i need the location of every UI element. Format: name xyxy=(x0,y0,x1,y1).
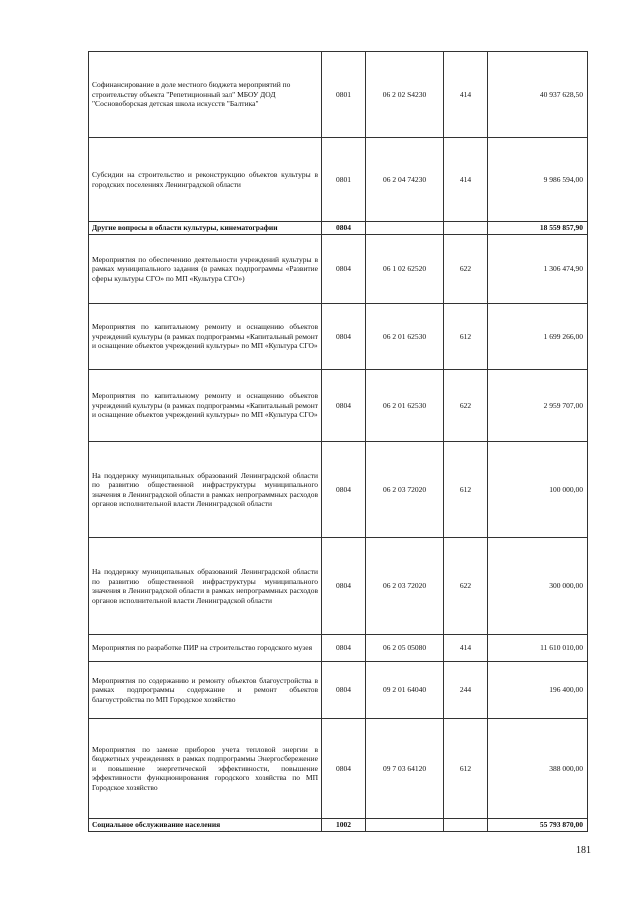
row-amount: 196 400,00 xyxy=(488,662,588,719)
row-code: 06 1 02 62520 xyxy=(366,235,444,304)
row-amount: 55 793 870,00 xyxy=(488,819,588,832)
row-amount: 2 959 707,00 xyxy=(488,370,588,442)
row-kind: 622 xyxy=(444,370,488,442)
table-row xyxy=(89,662,588,719)
row-amount: 11 610 010,00 xyxy=(488,635,588,662)
row-code: 06 2 03 72020 xyxy=(366,538,444,635)
row-amount: 1 306 474,90 xyxy=(488,235,588,304)
row-code: 09 2 01 64040 xyxy=(366,662,444,719)
row-amount: 40 937 628,50 xyxy=(488,52,588,138)
row-code: 06 2 03 72020 xyxy=(366,442,444,538)
row-section: 0804 xyxy=(322,222,366,235)
row-section: 0804 xyxy=(322,662,366,719)
table-row xyxy=(89,222,588,235)
row-name: Софинансирование в доле местного бюджета мероприятий по строительству объекта "Репетиционный зал" МБОУ ДОД "Сосновоборская детская школа искусств "Балтика" xyxy=(89,52,322,138)
row-section: 0804 xyxy=(322,235,366,304)
row-kind: 612 xyxy=(444,304,488,370)
row-code: 06 2 01 62530 xyxy=(366,370,444,442)
budget-table xyxy=(88,51,588,832)
row-name: Мероприятия по капитальному ремонту и оснащению объектов учреждений культуры (в рамках подпрограммы «Капитальный ремонт и оснащение объектов учреждений культуры» по МП «Культура СГО» xyxy=(89,304,322,370)
row-name: На поддержку муниципальных образований Ленинградской области по развитию общественной инфраструктуры муниципального значения в Ленинградской области в рамках непрограммных расходов органов исполнительной власти Ленинградской области xyxy=(89,442,322,538)
row-kind: 414 xyxy=(444,52,488,138)
row-code xyxy=(366,222,444,235)
row-kind: 414 xyxy=(444,635,488,662)
row-name: Другие вопросы в области культуры, кинематографии xyxy=(89,222,322,235)
row-amount: 9 986 594,00 xyxy=(488,138,588,222)
row-code: 06 2 02 S4230 xyxy=(366,52,444,138)
row-kind xyxy=(444,819,488,832)
row-section: 0801 xyxy=(322,138,366,222)
row-code: 06 2 01 62530 xyxy=(366,304,444,370)
page-number: 181 xyxy=(576,845,591,856)
row-code: 06 2 04 74230 xyxy=(366,138,444,222)
row-amount: 100 000,00 xyxy=(488,442,588,538)
row-name: Социальное обслуживание населения xyxy=(89,819,322,832)
row-name: Мероприятия по разработке ПИР на строительство городского музея xyxy=(89,635,322,662)
row-kind: 612 xyxy=(444,442,488,538)
table-row xyxy=(89,719,588,819)
table-row xyxy=(89,370,588,442)
row-amount: 300 000,00 xyxy=(488,538,588,635)
row-kind: 244 xyxy=(444,662,488,719)
table-row xyxy=(89,538,588,635)
row-section: 0804 xyxy=(322,719,366,819)
row-name: Мероприятия по замене приборов учета тепловой энергии в бюджетных учреждениях в рамках подпрограммы Энергосбережение и повышение энергетической эффективности, повышение эффективности функционирования городского хозяйства по МП Городское хозяйство xyxy=(89,719,322,819)
row-section: 0804 xyxy=(322,370,366,442)
row-code: 09 7 03 64120 xyxy=(366,719,444,819)
row-amount: 1 699 266,00 xyxy=(488,304,588,370)
table-row xyxy=(89,235,588,304)
row-name: Мероприятия по содержанию и ремонту объектов благоустройства в рамках подпрограммы содержание и ремонт объектов благоустройства по МП Городское хозяйство xyxy=(89,662,322,719)
table-row xyxy=(89,138,588,222)
table-row xyxy=(89,819,588,832)
row-kind xyxy=(444,222,488,235)
row-name: Мероприятия по обеспечению деятельности учреждений культуры в рамках муниципального задания (в рамках подпрограммы «Развитие сферы культуры СГО» по МП «Культура СГО») xyxy=(89,235,322,304)
table-row xyxy=(89,635,588,662)
row-name: Субсидии на строительство и реконструкцию объектов культуры в городских поселениях Ленинградской области xyxy=(89,138,322,222)
row-section: 0804 xyxy=(322,304,366,370)
table-row xyxy=(89,442,588,538)
table-row xyxy=(89,52,588,138)
row-kind: 622 xyxy=(444,538,488,635)
row-section: 0804 xyxy=(322,442,366,538)
row-code: 06 2 05 05080 xyxy=(366,635,444,662)
row-section: 1002 xyxy=(322,819,366,832)
row-kind: 622 xyxy=(444,235,488,304)
row-section: 0804 xyxy=(322,538,366,635)
row-section: 0804 xyxy=(322,635,366,662)
row-kind: 612 xyxy=(444,719,488,819)
table-row xyxy=(89,304,588,370)
row-code xyxy=(366,819,444,832)
row-section: 0801 xyxy=(322,52,366,138)
row-amount: 18 559 857,90 xyxy=(488,222,588,235)
row-amount: 388 000,00 xyxy=(488,719,588,819)
row-name: На поддержку муниципальных образований Ленинградской области по развитию общественной инфраструктуры муниципального значения в Ленинградской области в рамках непрограммных расходов органов исполнительной власти Ленинградской области xyxy=(89,538,322,635)
row-kind: 414 xyxy=(444,138,488,222)
row-name: Мероприятия по капитальному ремонту и оснащению объектов учреждений культуры (в рамках подпрограммы «Капитальный ремонт и оснащение объектов учреждений культуры» по МП «Культура СГО» xyxy=(89,370,322,442)
